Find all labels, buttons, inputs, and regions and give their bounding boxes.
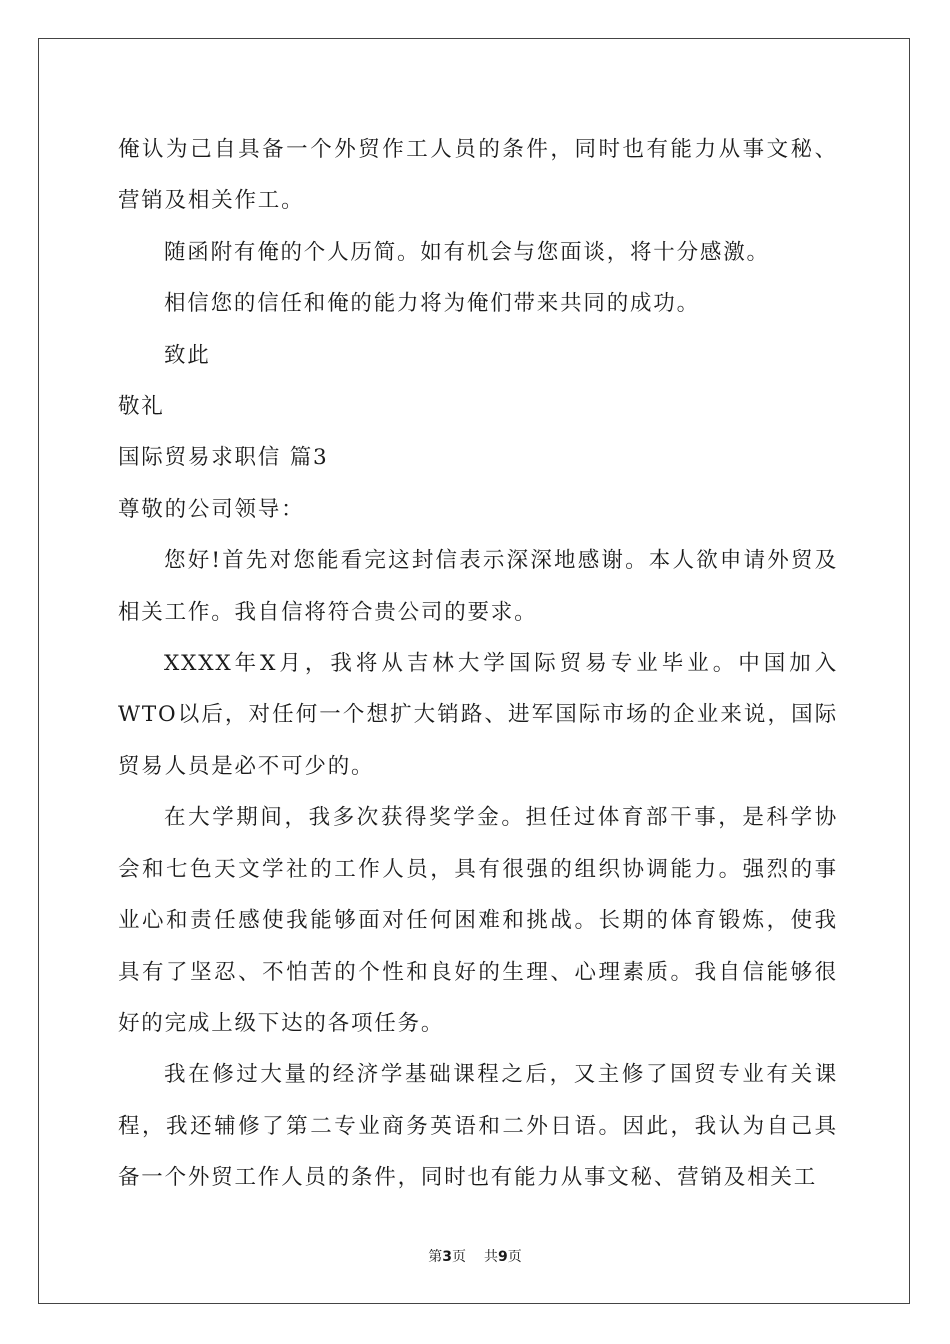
paragraph: 我在修过大量的经济学基础课程之后，又主修了国贸专业有关课程，我还辅修了第二专业商务英语和二外日语。因此，我认为自己具备一个外贸工作人员的条件，同时也有能力从事文秘、营销及相关工 — [118, 1062, 838, 1191]
closing-regards: 敬礼 — [118, 394, 165, 420]
closing-salutation: 致此 — [164, 342, 211, 368]
document-body — [118, 124, 838, 1204]
paragraph: 随函附有俺的个人历简。如有机会与您面谈，将十分感激。 — [164, 239, 770, 265]
total-prefix: 共 — [484, 1249, 498, 1265]
section-heading: 国际贸易求职信 篇3 — [118, 445, 329, 471]
paragraph: 相信您的信任和俺的能力将为俺们带来共同的成功。 — [164, 291, 700, 317]
paragraph: XXXX年X月，我将从吉林大学国际贸易专业毕业。中国加入WTO以后，对任何一个想扩大销路、进军国际市场的企业来说，国际贸易人员是必不可少的。 — [118, 651, 838, 779]
page-footer — [0, 1246, 950, 1266]
paragraph: 您好!首先对您能看完这封信表示深深地感谢。本人欲申请外贸及相关工作。我自信将符合贵公司的要求。 — [118, 548, 838, 625]
paragraph: 俺认为己自具备一个外贸作工人员的条件，同时也有能力从事文秘、营销及相关作工。 — [118, 137, 838, 214]
total-suffix: 页 — [507, 1249, 522, 1265]
letter-greeting: 尊敬的公司领导： — [118, 496, 305, 522]
page-suffix: 页 — [452, 1249, 466, 1265]
page-total: 9 — [498, 1249, 508, 1265]
paragraph: 在大学期间，我多次获得奖学金。担任过体育部干事，是科学协会和七色天文学社的工作人员，具有很强的组织协调能力。强烈的事业心和责任感使我能够面对任何困难和挑战。长期的体育锻炼，使我具有了坚忍、不怕苦的个性和良好的生理、心理素质。我自信能够很好的完成上级下达的各项任务。 — [118, 805, 838, 1036]
page-prefix: 第 — [428, 1249, 443, 1265]
page-current: 3 — [442, 1249, 452, 1265]
